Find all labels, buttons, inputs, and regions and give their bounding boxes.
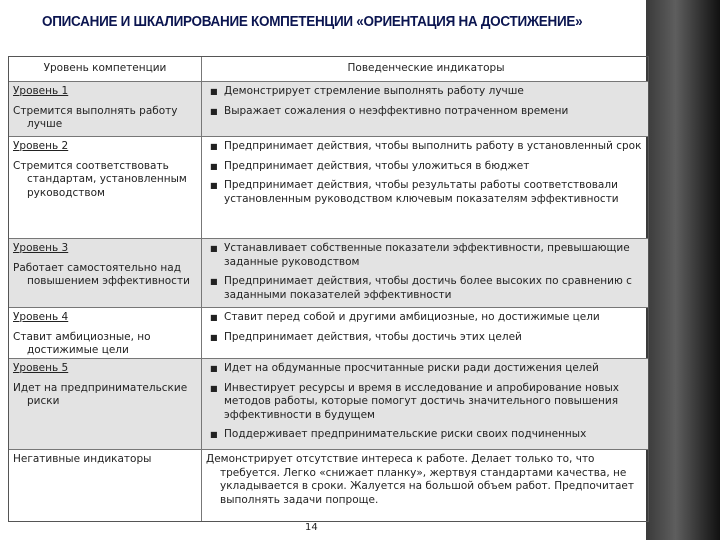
indicator-text: Поддерживает предпринимательские риски своих подчиненных	[224, 428, 587, 440]
bullet-icon: ■	[210, 383, 218, 393]
table-row	[9, 358, 648, 449]
indicator-item	[210, 311, 642, 325]
level-cell	[9, 239, 202, 307]
bullet-icon: ■	[210, 106, 218, 116]
bullet-icon: ■	[210, 313, 218, 322]
indicator-item	[210, 331, 642, 345]
indicator-text: Предпринимает действия, чтобы выполнить работу в установленный срок	[224, 140, 642, 152]
indicator-text: Демонстрирует стремление выполнять работу лучше	[224, 85, 524, 97]
level-title: Уровень 4	[13, 311, 69, 323]
bullet-icon: ■	[210, 181, 218, 190]
bullet-icon: ■	[210, 142, 218, 151]
indicator-text: Предпринимает действия, чтобы достичь этих целей	[224, 330, 522, 343]
indicator-item	[210, 382, 642, 423]
indicator-item	[210, 428, 642, 442]
indicator-text: Предпринимает действия, чтобы результаты работы соответствовали установленным руководством ключевым показателям эффективности	[224, 179, 619, 205]
bullet-icon: ■	[210, 277, 218, 286]
page-title: ОПИСАНИЕ И ШКАЛИРОВАНИЕ КОМПЕТЕНЦИИ «ОРИЕНТАЦИЯ НА ДОСТИЖЕНИЕ»	[42, 14, 583, 30]
bullet-icon: ■	[210, 161, 218, 171]
indicators-cell	[202, 359, 648, 449]
negative-label: Негативные индикаторы	[9, 450, 202, 521]
indicator-text: Предпринимает действия, чтобы уложиться в бюджет	[224, 159, 530, 172]
indicator-text: Предпринимает действия, чтобы достичь более высоких по сравнению с заданными показателей эффективности	[224, 275, 632, 301]
indicator-item	[210, 140, 642, 154]
level-cell	[9, 359, 202, 449]
level-title: Уровень 5	[13, 362, 69, 374]
decorative-side-strip	[646, 0, 720, 540]
indicators-cell	[202, 308, 648, 358]
header-level: Уровень компетенции	[9, 57, 202, 81]
bullet-icon: ■	[210, 87, 218, 96]
level-description: Работает самостоятельно над повышением эффективности	[13, 261, 190, 287]
indicator-item	[210, 242, 642, 269]
indicators-cell	[202, 82, 648, 136]
bullet-icon: ■	[210, 364, 218, 373]
indicator-text: Ставит перед собой и другими амбициозные, но достижимые цели	[224, 311, 600, 323]
bullet-icon: ■	[210, 244, 218, 253]
indicator-item	[210, 105, 642, 119]
table-row	[9, 81, 648, 136]
level-cell	[9, 82, 202, 136]
negative-indicators-row	[9, 449, 648, 521]
indicator-text: Выражает сожаления о неэффективно потраченном времени	[224, 104, 569, 117]
indicators-cell	[202, 239, 648, 307]
indicator-text: Инвестирует ресурсы и время в исследование и апробирование новых методов работы, которые помогут достичь значительного повышения эффективности в будущем	[224, 381, 619, 421]
level-title: Уровень 2	[13, 140, 69, 152]
indicator-item	[210, 160, 642, 174]
table-row	[9, 136, 648, 238]
indicator-item	[210, 362, 642, 376]
negative-text: Демонстрирует отсутствие интереса к работе. Делает только то, что требуется. Легко «снижает планку», жертвуя стандартами качества, не укладывается в сроки. Жалуется на большой объем работ. Предпочитает выполнять задачи попроще.	[206, 453, 634, 506]
level-description: Идет на предпринимательские риски	[13, 381, 188, 407]
level-cell	[9, 137, 202, 238]
header-indicators: Поведенческие индикаторы	[347, 62, 505, 74]
bullet-icon: ■	[210, 430, 218, 439]
indicator-text: Устанавливает собственные показатели эффективности, превышающие заданные руководством	[224, 242, 630, 268]
level-description: Ставит амбициозные, но достижимые цели	[13, 330, 151, 356]
competency-table	[8, 56, 649, 522]
table-row	[9, 238, 648, 307]
indicator-item	[210, 179, 642, 206]
level-title: Уровень 3	[13, 242, 69, 254]
table-header	[9, 57, 648, 81]
page-number: 14	[305, 522, 318, 533]
indicators-cell	[202, 137, 648, 238]
level-description: Стремится соответствовать стандартам, установленным руководством	[13, 159, 187, 199]
indicator-item	[210, 85, 642, 99]
indicator-item	[210, 275, 642, 302]
indicator-text: Идет на обдуманные просчитанные риски ради достижения целей	[224, 362, 599, 374]
level-cell	[9, 308, 202, 358]
level-title: Уровень 1	[13, 85, 69, 97]
level-description: Стремится выполнять работу лучше	[13, 104, 178, 130]
bullet-icon: ■	[210, 332, 218, 342]
table-row	[9, 307, 648, 358]
